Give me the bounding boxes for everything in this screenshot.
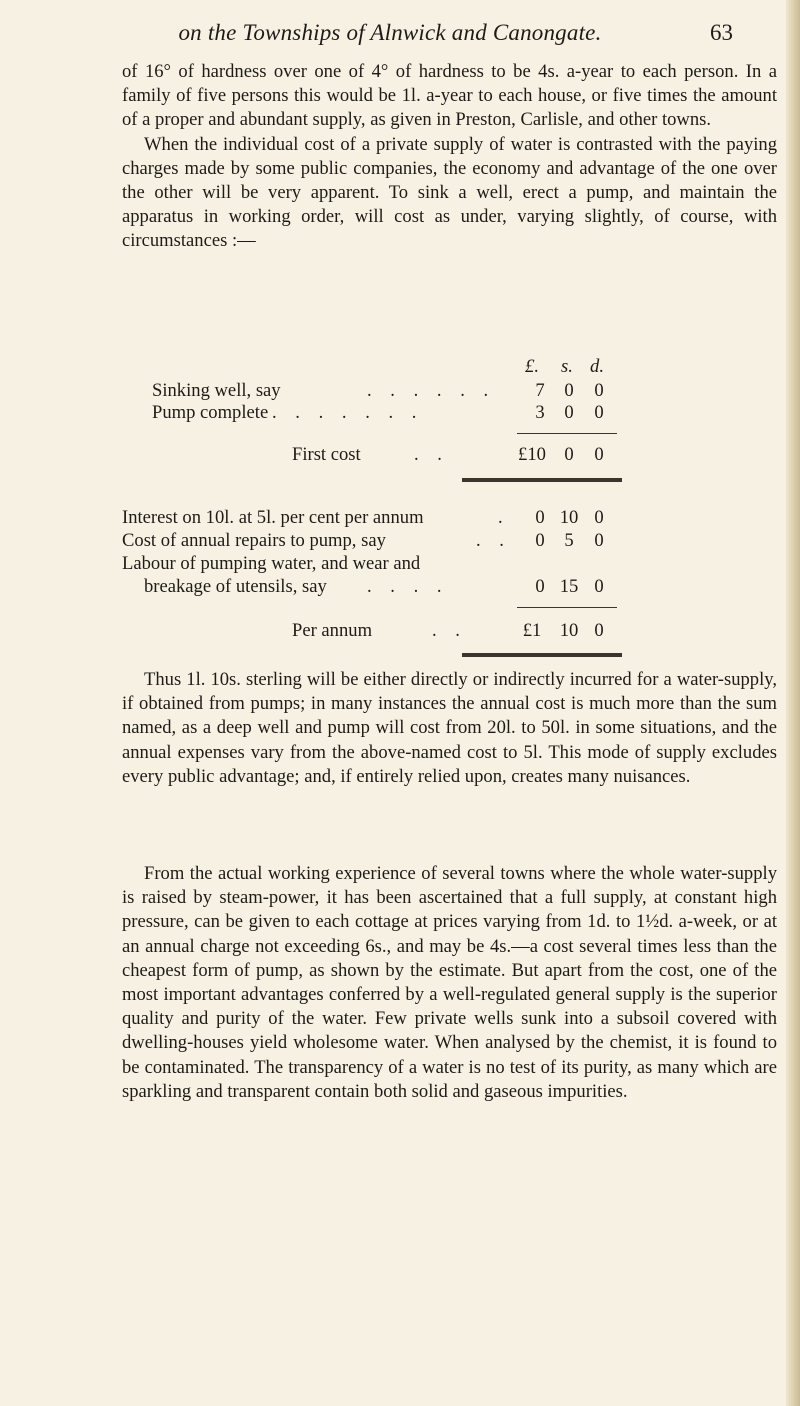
per-annum-label: Per annum bbox=[292, 620, 373, 641]
ledger-row bbox=[122, 402, 800, 426]
running-title: on the Townships of Alnwick and Canongate. bbox=[178, 20, 602, 45]
shillings-header: s. bbox=[561, 356, 573, 377]
pence-value: 0 bbox=[594, 380, 604, 401]
paragraph-thus: Thus 1l. 10s. sterling will be either directly or indirectly incurred for a water-supply, if obtained from pumps; in many instances the annual cost is much more than the sum named, as a deep well and pump will cost from 20l. to 50l. in some situations, and the annual expenses vary from the above-named cost to 5l. This mode of supply excludes every public advantage; and, if entirely relied upon, creates many nuisances. bbox=[122, 669, 777, 787]
pence-header: d. bbox=[590, 356, 604, 377]
shillings-total: 10 bbox=[559, 620, 579, 641]
subtotal-rule bbox=[517, 433, 617, 434]
ledger-item-label: breakage of utensils, say bbox=[144, 576, 327, 597]
shillings-value: 10 bbox=[559, 507, 579, 528]
shillings-total: 0 bbox=[564, 444, 574, 465]
paragraph-from: From the actual working experience of several towns where the whole water-supply is raised by steam-power, it has been ascertained that a full supply, at constant high pressure, can be given to each cottage at prices varying from 1d. to 1½d. a-week, or at an annual charge not exceeding 6s., and may be 4s.—a cost several times less than the cheapest form of pump, as shown by the estimate. But apart from the cost, one of the most important advantages conferred by a well-regulated general supply is the superior quality and purity of the water. Few private wells sunk into a subsoil covered with dwelling-houses yield wholesome water. When analysed by the chemist, it is found to be contaminated. The transparency of a water is no test of its purity, as many which are sparkling and transparent contain both solid and gaseous impurities. bbox=[122, 863, 777, 1102]
ledger-row bbox=[122, 507, 800, 531]
leader-dots: . . bbox=[432, 620, 467, 641]
leader-dots: . . bbox=[476, 530, 511, 551]
pounds-total: £1 bbox=[522, 620, 542, 641]
pence-value: 0 bbox=[594, 530, 604, 551]
pence-value: 0 bbox=[594, 576, 604, 597]
shillings-value: 0 bbox=[564, 380, 574, 401]
shillings-value: 0 bbox=[564, 402, 574, 423]
shillings-value: 5 bbox=[564, 530, 574, 551]
leader-dots: . . . . bbox=[367, 576, 449, 597]
ledger-row bbox=[122, 380, 800, 404]
pounds-value: 3 bbox=[535, 402, 545, 423]
leader-dots: . . . . . . bbox=[367, 380, 496, 401]
ledger-header-row bbox=[122, 356, 800, 380]
pence-total: 0 bbox=[594, 620, 604, 641]
ledger-item-label: Pump complete bbox=[152, 402, 269, 423]
paragraph-intro-text: of 16° of hardness over one of 4° of hardness to be 4s. a-year to each person. In a family of five persons this would be 1l. a-year to each house, or five times the amount of a proper and abundant supply, as given in Preston, Carlisle, and other towns. bbox=[122, 61, 777, 131]
ledger-total-row bbox=[122, 444, 800, 468]
leader-dots: . . bbox=[414, 444, 449, 465]
ledger-item-label: Interest on 10l. at 5l. per cent per annum bbox=[122, 507, 424, 528]
total-double-rule bbox=[462, 653, 622, 657]
paragraph-contrast-text: When the individual cost of a private supply of water is contrasted with the paying charges made by some public companies, the economy and advantage of the one over the other will be very apparent. To sink a well, erect a pump, and maintain the apparatus in working order, will cost as under, varying slightly, of course, with circumstances :— bbox=[122, 133, 777, 252]
subtotal-rule bbox=[517, 607, 617, 608]
pounds-value: 0 bbox=[535, 576, 545, 597]
ledger-row bbox=[122, 553, 800, 577]
shillings-value: 15 bbox=[559, 576, 579, 597]
leader-dots: . bbox=[498, 507, 510, 528]
ledger-row bbox=[122, 576, 800, 600]
paragraph-intro bbox=[122, 60, 777, 254]
pounds-value: 0 bbox=[535, 530, 545, 551]
ledger-item-label: Cost of annual repairs to pump, say bbox=[122, 530, 386, 551]
ledger-total-row bbox=[122, 620, 800, 644]
pence-value: 0 bbox=[594, 402, 604, 423]
ledger-row bbox=[122, 530, 800, 554]
ledger-item-label: Labour of pumping water, and wear and bbox=[122, 553, 421, 574]
page-edge bbox=[786, 0, 800, 1406]
pence-total: 0 bbox=[594, 444, 604, 465]
pounds-total: £10 bbox=[518, 444, 546, 465]
ledger-item-label: Sinking well, say bbox=[152, 380, 281, 401]
pounds-value: 0 bbox=[535, 507, 545, 528]
pounds-value: 7 bbox=[535, 380, 545, 401]
pounds-header: £. bbox=[525, 356, 539, 377]
pence-value: 0 bbox=[594, 507, 604, 528]
page-number: 63 bbox=[710, 20, 733, 45]
first-cost-label: First cost bbox=[292, 444, 361, 465]
total-double-rule bbox=[462, 478, 622, 482]
leader-dots: . . . . . . . bbox=[272, 402, 424, 423]
